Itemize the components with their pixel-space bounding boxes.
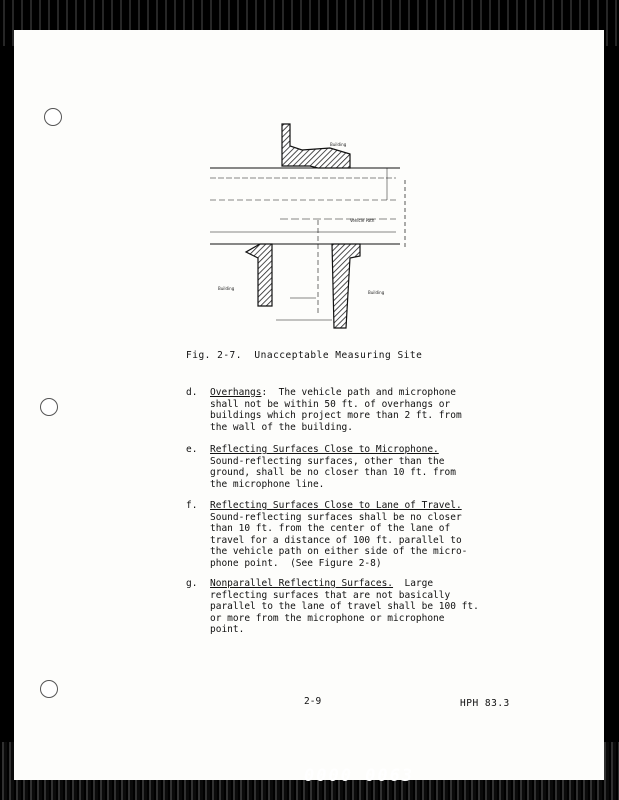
item-line: or more from the microphone or microphone [210,612,445,624]
punch-hole-bottom [40,680,58,698]
item-title: Nonparallel Reflecting Surfaces. [210,578,394,589]
item-line: the vehicle path on either side of the micro- [210,546,468,558]
punch-hole-middle [40,398,58,416]
page-number: 2-9 [304,696,322,707]
item-letter: g. [186,578,198,589]
item-line: Sound-reflecting surfaces shall be no closer [210,511,462,523]
building-right-label: Building [368,290,385,295]
building-right-shape [332,244,385,328]
item-line: the wall of the building. [210,421,353,433]
item-line: travel for a distance of 100 ft. parallel to [210,534,462,546]
item-title: Reflecting Surfaces Close to Lane of Travel. [210,500,462,511]
building-top-shape [282,124,350,168]
figure-caption: Fig. 2-7. Unacceptable Measuring Site [186,350,423,361]
item-line: buildings which project more than 2 ft. from [210,410,462,422]
building-left-shape [218,244,272,306]
item-line: Sound-reflecting surfaces, other than the [210,455,445,467]
item-line: Nonparallel Reflecting Surfaces. Large [210,578,434,589]
site-diagram [190,110,450,340]
item-line: Overhangs: The vehicle path and microphone [210,387,456,398]
item-letter: f. [186,500,198,511]
building-left-label: Building [218,286,235,291]
film-frame-number: 0000 0063 [304,766,415,786]
item-line: ground, shall be no closer than 10 ft. from [210,467,456,479]
vehicle-path-label: Vehicle Path [350,218,375,223]
item-line: the microphone line. [210,478,325,490]
item-title: Reflecting Surfaces Close to Microphone. [210,444,439,455]
document-id: HPH 83.3 [460,698,510,709]
item-letter: e. [186,444,198,455]
item-line: parallel to the lane of travel shall be 100 ft. [210,601,479,613]
item-line: point. [210,624,245,636]
item-line: phone point. (See Figure 2-8) [210,558,382,569]
item-line: reflecting surfaces that are not basically [210,589,451,601]
punch-hole-top [44,108,62,126]
item-title: Overhangs [210,387,262,398]
item-letter: d. [186,387,198,398]
building-top-label: Building [330,142,347,147]
item-line: shall not be within 50 ft. of overhangs or [210,398,451,410]
item-line: than 10 ft. from the center of the lane of [210,523,451,535]
